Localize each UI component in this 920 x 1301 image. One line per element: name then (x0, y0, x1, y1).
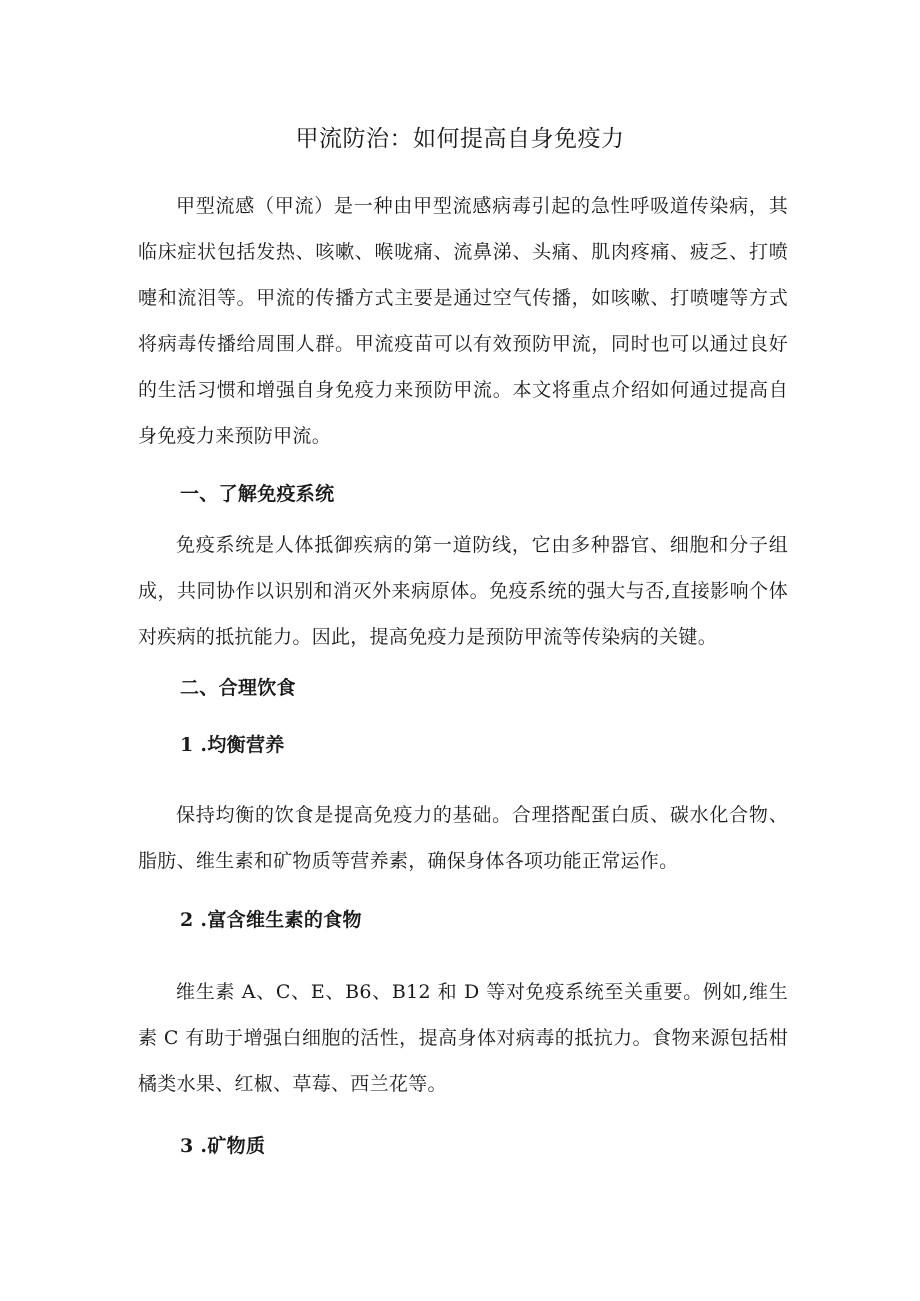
intro-paragraph: 甲型流感（甲流）是一种由甲型流感病毒引起的急性呼吸道传染病，其临床症状包括发热、咳嗽、喉咙痛、流鼻涕、头痛、肌肉疼痛、疲乏、打喷嚏和流泪等。甲流的传播方式主要是通过空气传播，如咳嗽、打喷嚏等方式将病毒传播给周围人群。甲流疫苗可以有效预防甲流，同时也可以通过良好的生活习惯和增强自身免疫力来预防甲流。本文将重点介绍如何通过提高自身免疫力来预防甲流。 (138, 195, 788, 447)
vitamin-foods-paragraph: 维生素 A、C、E、B6、B12 和 D 等对免疫系统至关重要。例如,维生素 C 有助于增强白细胞的活性，提高身体对病毒的抵抗力。食物来源包括柑橘类水果、红椒、草莓、西兰花等。 (138, 981, 788, 1095)
immune-system-paragraph: 免疫系统是人体抵御疾病的第一道防线，它由多种器官、细胞和分子组成，共同协作以识别和消灭外来病原体。免疫系统的强大与否,直接影响个体对疾病的抵抗能力。因此，提高免疫力是预防甲流等传染病的关键。 (138, 534, 788, 648)
subheading-vitamin-foods: 2 .富含维生素的食物 (180, 909, 362, 931)
balanced-nutrition-paragraph: 保持均衡的饮食是提高免疫力的基础。合理搭配蛋白质、碳水化合物、脂肪、维生素和矿物质等营养素，确保身体各项功能正常运作。 (138, 804, 788, 872)
subheading-balanced-nutrition: 1 .均衡营养 (180, 734, 285, 756)
page-title: 甲流防治：如何提高自身免疫力 (295, 126, 625, 152)
section-heading-immune-system: 一、了解免疫系统 (180, 483, 335, 505)
section-heading-diet: 二、合理饮食 (180, 677, 296, 699)
subheading-minerals: 3 .矿物质 (180, 1135, 266, 1157)
